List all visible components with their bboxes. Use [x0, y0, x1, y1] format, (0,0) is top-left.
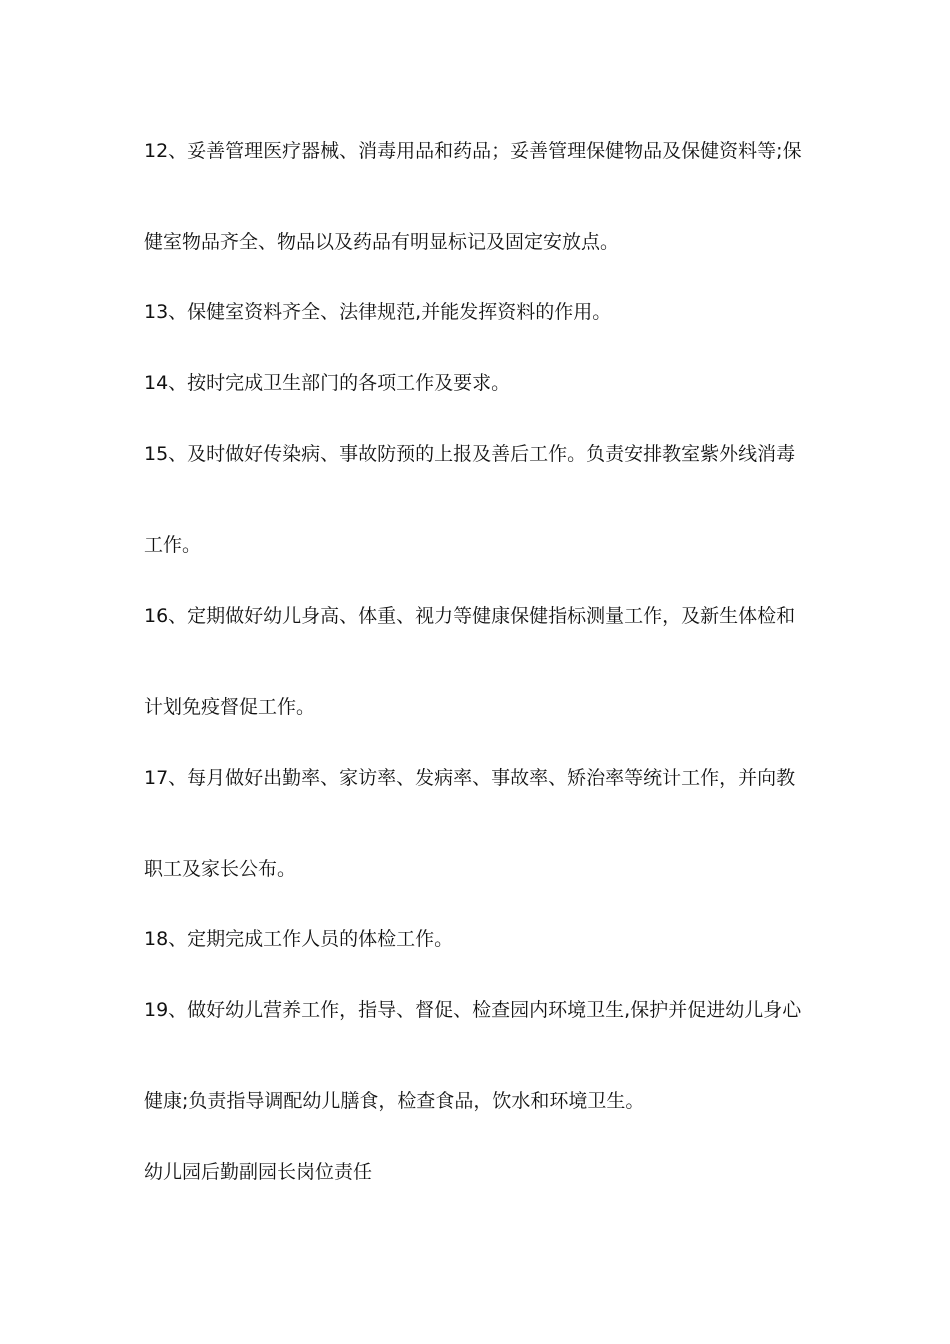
item-18: 18、定期完成工作人员的体检工作。: [144, 928, 454, 950]
item-19-line-2: 健康;负责指导调配幼儿膳食，检查食品，饮水和环境卫生。: [144, 1090, 645, 1112]
item-16-line-1: 16、定期做好幼儿身高、体重、视力等健康保健指标测量工作，及新生体检和: [144, 605, 796, 627]
item-17-line-1: 17、每月做好出勤率、家访率、发病率、事故率、矫治率等统计工作，并向教: [144, 767, 796, 789]
item-12-line-2: 健室物品齐全、物品以及药品有明显标记及固定安放点。: [144, 231, 620, 253]
item-12-line-1: 12、妥善管理医疗器械、消毒用品和药品；妥善管理保健物品及保健资料等;保: [144, 140, 802, 162]
section-heading: 幼儿园后勤副园长岗位责任: [144, 1161, 373, 1183]
item-14: 14、按时完成卫生部门的各项工作及要求。: [144, 372, 511, 394]
item-13: 13、保健室资料齐全、法律规范,并能发挥资料的作用。: [144, 301, 612, 323]
item-19-line-1: 19、做好幼儿营养工作，指导、督促、检查园内环境卫生,保护并促进幼儿身心: [144, 999, 802, 1021]
item-16-line-2: 计划免疫督促工作。: [144, 696, 316, 718]
item-15-line-2: 工作。: [144, 534, 202, 556]
item-17-line-2: 职工及家长公布。: [144, 858, 297, 880]
item-15-line-1: 15、及时做好传染病、事故防预的上报及善后工作。负责安排教室紫外线消毒: [144, 443, 796, 465]
